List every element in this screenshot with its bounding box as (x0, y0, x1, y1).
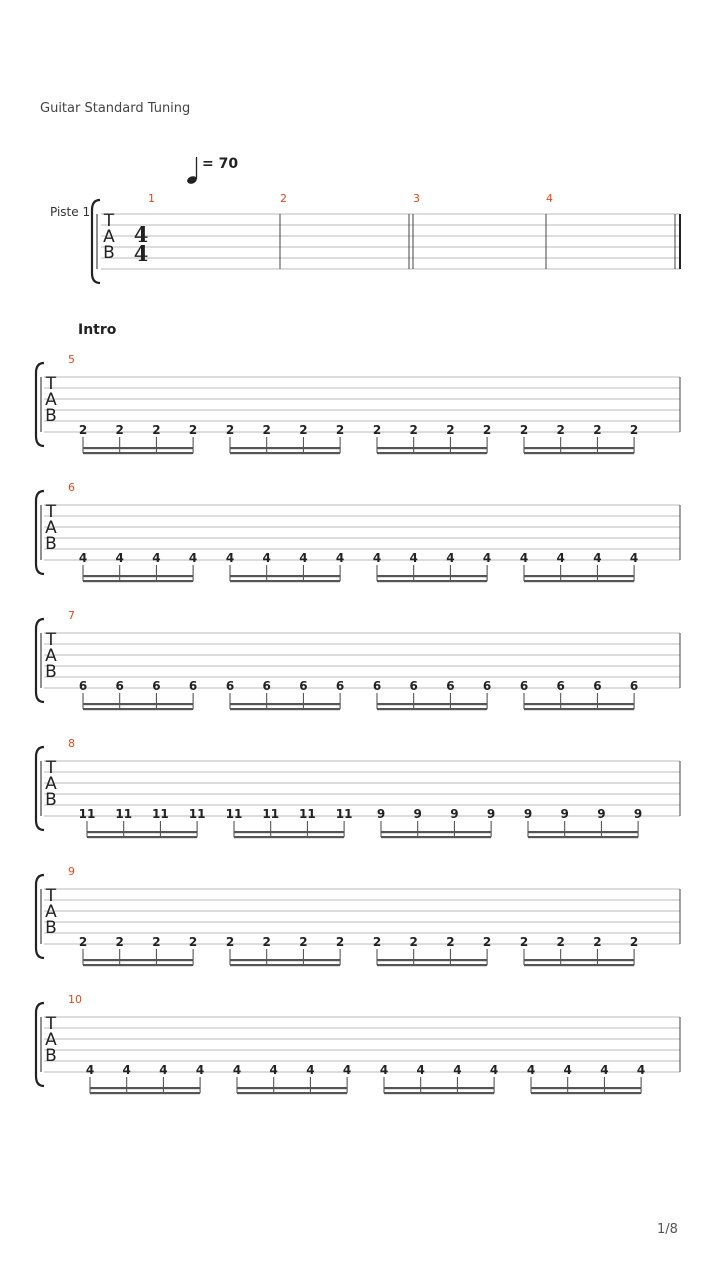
fret-number: 4 (519, 551, 529, 565)
fret-number: 2 (335, 935, 345, 949)
beam (384, 1087, 494, 1089)
fret-number: 11 (188, 807, 206, 821)
fret-number: 4 (335, 551, 345, 565)
fret-number: 2 (482, 935, 492, 949)
beam (230, 703, 340, 705)
fret-number: 2 (446, 423, 455, 437)
fret-number: 4 (379, 1063, 389, 1077)
fret-number: 4 (636, 1063, 646, 1077)
fret-number: 2 (593, 935, 602, 949)
fret-number: 2 (188, 423, 198, 437)
bar-number: 2 (280, 192, 287, 205)
beam (377, 575, 487, 577)
fret-number: 6 (335, 679, 345, 693)
beam (87, 831, 197, 833)
fret-number: 9 (597, 807, 606, 821)
beam (237, 1087, 347, 1089)
fret-number: 4 (85, 1063, 95, 1077)
tab-clef-b: B (103, 243, 115, 263)
fret-number: 2 (115, 935, 124, 949)
bar-number: 6 (68, 481, 75, 494)
beam (524, 447, 634, 449)
beam (83, 964, 193, 966)
fret-number: 6 (556, 679, 565, 693)
fret-number: 2 (152, 423, 161, 437)
tab-clef-a: A (45, 646, 57, 666)
fret-number: 11 (262, 807, 280, 821)
fret-number: 6 (629, 679, 639, 693)
fret-number: 2 (556, 935, 565, 949)
fret-number: 4 (453, 1063, 462, 1077)
system-bar-8 (36, 737, 680, 838)
beam (384, 1092, 494, 1094)
bar-number: 1 (148, 192, 155, 205)
fret-number: 6 (482, 679, 492, 693)
section-label-intro: Intro (78, 322, 117, 338)
fret-number: 6 (519, 679, 529, 693)
beam (531, 1087, 641, 1089)
fret-number: 6 (188, 679, 198, 693)
fret-number: 6 (152, 679, 161, 693)
fret-number: 2 (335, 423, 345, 437)
tab-clef-a: A (45, 518, 57, 538)
tab-clef-a: A (103, 227, 115, 247)
beam (524, 708, 634, 710)
beam (83, 447, 193, 449)
fret-number: 2 (78, 423, 88, 437)
beam (230, 580, 340, 582)
tab-clef-a: A (45, 774, 57, 794)
system-brace (36, 491, 44, 574)
tab-clef-b: B (45, 662, 57, 682)
tuning-label: Guitar Standard Tuning (40, 101, 191, 116)
fret-number: 6 (409, 679, 418, 693)
beam (524, 959, 634, 961)
beam (230, 959, 340, 961)
beam (83, 580, 193, 582)
fret-number: 4 (152, 551, 161, 565)
fret-number: 2 (593, 423, 602, 437)
beam (524, 580, 634, 582)
beam (230, 452, 340, 454)
beam (90, 1092, 200, 1094)
fret-number: 4 (195, 1063, 205, 1077)
fret-number: 4 (115, 551, 124, 565)
beam (83, 708, 193, 710)
fret-number: 2 (372, 423, 382, 437)
beam (83, 703, 193, 705)
beam (524, 575, 634, 577)
fret-number: 2 (629, 423, 639, 437)
tab-clef-a: A (45, 1030, 57, 1050)
beam (377, 452, 487, 454)
beam (377, 964, 487, 966)
system-brace (92, 200, 100, 283)
fret-number: 4 (122, 1063, 131, 1077)
bar-number: 5 (68, 353, 75, 366)
fret-number: 2 (262, 423, 271, 437)
beam (377, 959, 487, 961)
fret-number: 4 (563, 1063, 572, 1077)
beam (237, 1092, 347, 1094)
beam (87, 836, 197, 838)
tab-clef-t: T (45, 886, 57, 906)
tab-clef-t: T (45, 1014, 57, 1034)
fret-number: 4 (489, 1063, 499, 1077)
fret-number: 4 (159, 1063, 168, 1077)
fret-number: 2 (556, 423, 565, 437)
fret-number: 4 (262, 551, 271, 565)
bar-number: 10 (68, 993, 82, 1006)
time-signature-bottom: 4 (133, 241, 149, 266)
fret-number: 9 (450, 807, 459, 821)
tab-clef-b: B (45, 790, 57, 810)
bar-number: 3 (413, 192, 420, 205)
beam (234, 836, 344, 838)
fret-number: 2 (299, 935, 308, 949)
system-bar-7 (36, 609, 680, 710)
fret-number: 2 (152, 935, 161, 949)
system-bar-5 (36, 353, 680, 454)
beam (230, 708, 340, 710)
beam (524, 452, 634, 454)
track-name: Piste 1 (50, 205, 91, 219)
system-bar-10 (36, 993, 680, 1094)
fret-number: 6 (225, 679, 235, 693)
beam (531, 1092, 641, 1094)
tempo-label: = 70 (202, 156, 239, 172)
fret-number: 9 (560, 807, 569, 821)
tab-clef-a: A (45, 902, 57, 922)
beam (524, 964, 634, 966)
beam (528, 831, 638, 833)
beam (377, 708, 487, 710)
bar-number: 7 (68, 609, 75, 622)
fret-number: 2 (225, 423, 235, 437)
fret-number: 2 (225, 935, 235, 949)
system-brace (36, 363, 44, 446)
fret-number: 6 (299, 679, 308, 693)
tab-clef-t: T (45, 630, 57, 650)
fret-number: 4 (446, 551, 455, 565)
system-brace (36, 1003, 44, 1086)
beam (377, 580, 487, 582)
beam (230, 447, 340, 449)
fret-number: 2 (519, 423, 529, 437)
beam (528, 836, 638, 838)
system-brace (36, 875, 44, 958)
beam (381, 836, 491, 838)
beam (83, 575, 193, 577)
fret-number: 4 (188, 551, 198, 565)
beam (524, 703, 634, 705)
fret-number: 11 (335, 807, 353, 821)
tab-clef-t: T (45, 374, 57, 394)
tab-clef-t: T (45, 758, 57, 778)
fret-number: 2 (299, 423, 308, 437)
fret-number: 4 (372, 551, 382, 565)
fret-number: 4 (269, 1063, 278, 1077)
system-bar-6 (36, 481, 680, 582)
tab-clef-b: B (45, 918, 57, 938)
fret-number: 9 (523, 807, 533, 821)
system-1 (92, 192, 680, 283)
fret-number: 6 (115, 679, 124, 693)
fret-number: 4 (225, 551, 235, 565)
fret-number: 9 (413, 807, 422, 821)
fret-number: 11 (299, 807, 316, 821)
tab-clef-t: T (45, 502, 57, 522)
beam (377, 447, 487, 449)
beam (234, 831, 344, 833)
fret-number: 2 (629, 935, 639, 949)
fret-number: 9 (376, 807, 386, 821)
fret-number: 2 (446, 935, 455, 949)
beam (230, 964, 340, 966)
fret-number: 4 (409, 551, 418, 565)
beam (83, 959, 193, 961)
fret-number: 4 (629, 551, 639, 565)
fret-number: 11 (152, 807, 169, 821)
fret-number: 6 (593, 679, 602, 693)
fret-number: 11 (78, 807, 96, 821)
fret-number: 2 (482, 423, 492, 437)
fret-number: 9 (633, 807, 643, 821)
bar-number: 8 (68, 737, 75, 750)
tab-clef-t: T (103, 211, 115, 231)
tab-clef-a: A (45, 390, 57, 410)
bar-number: 9 (68, 865, 75, 878)
fret-number: 4 (600, 1063, 609, 1077)
beam (90, 1087, 200, 1089)
page-number: 1/8 (657, 1222, 678, 1237)
beam (83, 452, 193, 454)
fret-number: 2 (78, 935, 88, 949)
fret-number: 6 (262, 679, 271, 693)
fret-number: 2 (519, 935, 529, 949)
fret-number: 2 (115, 423, 124, 437)
tab-clef-b: B (45, 406, 57, 426)
fret-number: 2 (409, 423, 418, 437)
fret-number: 4 (482, 551, 492, 565)
fret-number: 4 (299, 551, 308, 565)
fret-number: 6 (78, 679, 88, 693)
system-brace (36, 747, 44, 830)
bar-number: 4 (546, 192, 553, 205)
fret-number: 9 (486, 807, 496, 821)
fret-number: 4 (556, 551, 565, 565)
fret-number: 4 (232, 1063, 242, 1077)
beam (377, 703, 487, 705)
beam (381, 831, 491, 833)
fret-number: 11 (225, 807, 243, 821)
system-brace (36, 619, 44, 702)
fret-number: 6 (446, 679, 455, 693)
fret-number: 4 (306, 1063, 315, 1077)
fret-number: 2 (409, 935, 418, 949)
beam (230, 575, 340, 577)
fret-number: 2 (262, 935, 271, 949)
system-bar-9 (36, 865, 680, 966)
time-signature-top: 4 (133, 222, 149, 247)
fret-number: 4 (342, 1063, 352, 1077)
tab-clef-b: B (45, 1046, 57, 1066)
fret-number: 4 (416, 1063, 425, 1077)
quarter-note-icon (186, 157, 198, 185)
fret-number: 4 (593, 551, 602, 565)
fret-number: 11 (115, 807, 133, 821)
tab-clef-b: B (45, 534, 57, 554)
fret-number: 2 (188, 935, 198, 949)
fret-number: 2 (372, 935, 382, 949)
fret-number: 6 (372, 679, 382, 693)
fret-number: 4 (526, 1063, 536, 1077)
fret-number: 4 (78, 551, 88, 565)
